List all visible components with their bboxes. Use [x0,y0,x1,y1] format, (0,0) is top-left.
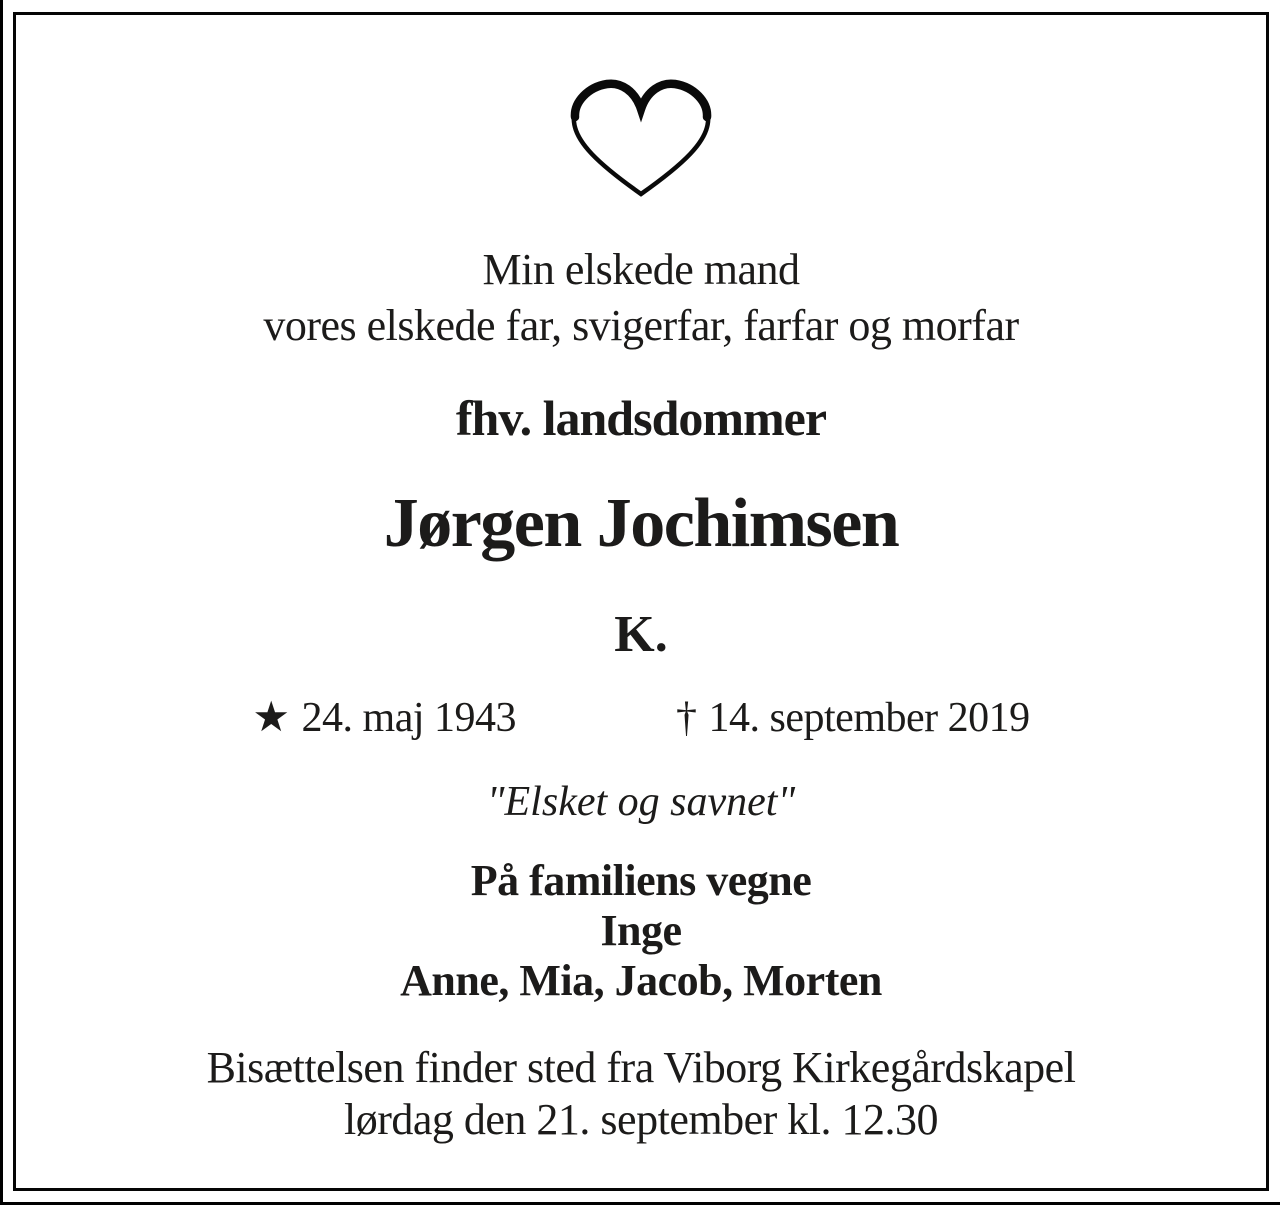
family-line-1: Inge [600,906,682,955]
intro-line-2: vores elskede far, svigerfar, farfar og morfar [263,301,1019,350]
ceremony-line-1: Bisættelsen finder sted fra Viborg Kirkegårdskapel [206,1043,1076,1092]
birth-star-icon: ★ [252,695,290,741]
birth-date-text: 24. maj 1943 [301,695,517,741]
deceased-name: Jørgen Jochimsen [383,485,899,562]
family-heading: På familiens vegne [470,856,812,905]
intro-lines [16,242,1266,354]
deceased-initial: K. [614,606,668,663]
heart-icon-container [16,75,1266,200]
family-line-2: Anne, Mia, Jacob, Morten [400,956,882,1005]
death-date [676,692,1030,744]
ceremony-info [16,1042,1266,1146]
heart-icon [557,75,725,200]
family-section [16,856,1266,1006]
death-cross-icon: † [676,695,697,741]
intro-line-1: Min elskede mand [482,245,800,294]
ceremony-line-2: lørdag den 21. september kl. 12.30 [344,1095,938,1144]
deceased-title: fhv. landsdommer [455,390,827,446]
birth-date [252,692,516,744]
death-date-text: 14. september 2019 [708,695,1030,741]
notice-border-frame [13,12,1269,1191]
memorial-quote: "Elsket og savnet" [486,779,796,825]
life-dates [16,692,1266,744]
